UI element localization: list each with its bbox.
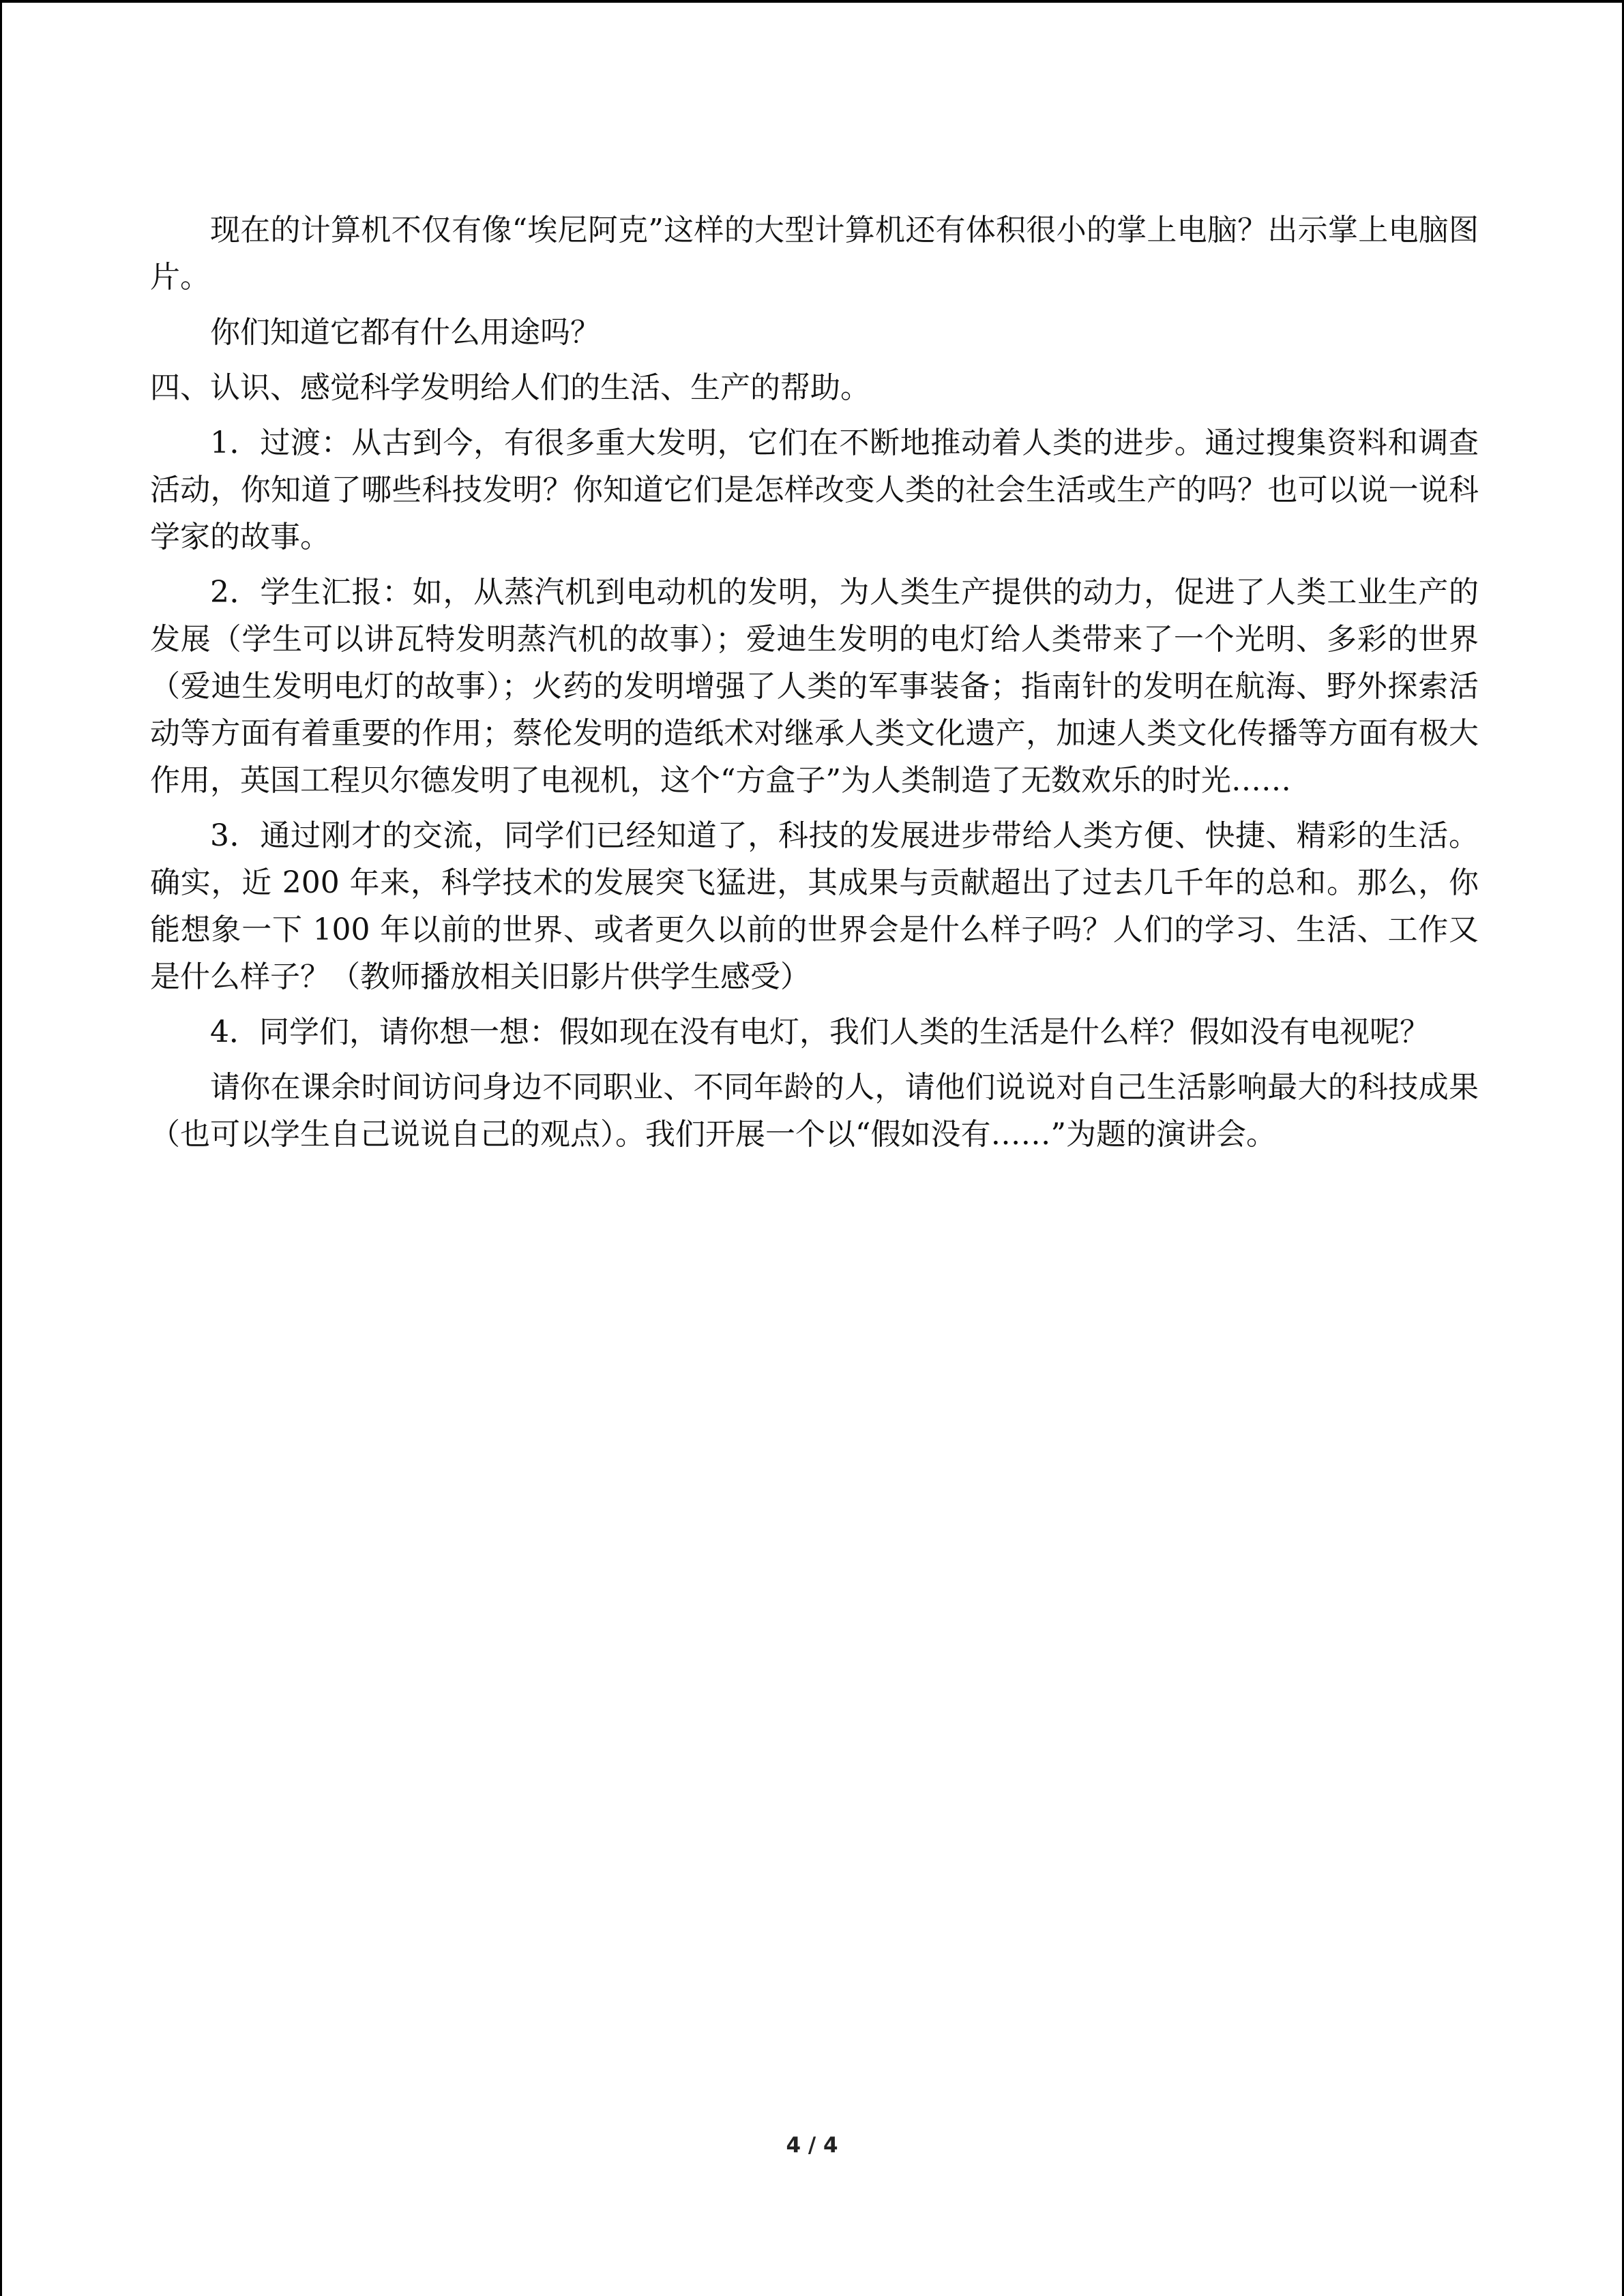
document-body (150, 207, 1479, 1158)
page-left-border (0, 0, 2, 2296)
page-top-border (0, 0, 1624, 3)
page-number: 4 / 4 (786, 2133, 838, 2158)
paragraph-palmtop-computer: 现在的计算机不仅有像“埃尼阿克”这样的大型计算机还有体积很小的掌上电脑？出示掌上电脑图片。 (150, 213, 1479, 295)
paragraph-imagine: 4．同学们，请你想一想：假如现在没有电灯，我们人类的生活是什么样？假如没有电视呢？ (210, 1015, 1430, 1049)
paragraph-assignment: 请你在课余时间访问身边不同职业、不同年龄的人，请他们说说对自己生活影响最大的科技成果（也可以学生自己说说自己的观点）。我们开展一个以“假如没有……”为题的演讲会。 (150, 1070, 1479, 1152)
paragraph-student-report: 2．学生汇报：如，从蒸汽机到电动机的发明，为人类生产提供的动力，促进了人类工业生产的发展（学生可以讲瓦特发明蒸汽机的故事）；爱迪生发明的电灯给人类带来了一个光明、多彩的世界（爱迪生发明电灯的故事）；火药的发明增强了人类的军事装备；指南针的发明在航海、野外探索活动等方面有着重要的作用；蔡伦发明的造纸术对继承人类文化遗产，加速人类文化传播等方面有极大作用，英国工程贝尔德发明了电视机，这个“方盒子”为人类制造了无数欢乐的时光…… (150, 575, 1479, 798)
paragraph-uses-question: 你们知道它都有什么用途吗？ (210, 315, 600, 350)
paragraph-discussion: 3．通过刚才的交流，同学们已经知道了，科技的发展进步带给人类方便、快捷、精彩的生活。确实，近 200 年来，科学技术的发展突飞猛进，其成果与贡献超出了过去几千年的总和。那么，你能想象一下 100 年以前的世界、或者更久以前的世界会是什么样子吗？人们的学习、生活、工作又是什么样子？（教师播放相关旧影片供学生感受） (150, 818, 1479, 994)
section-heading-4: 四、认识、感觉科学发明给人们的生活、生产的帮助。 (150, 370, 870, 405)
paragraph-transition: 1．过渡：从古到今，有很多重大发明，它们在不断地推动着人类的进步。通过搜集资料和调查活动，你知道了哪些科技发明？你知道它们是怎样改变人类的社会生活或生产的吗？也可以说一说科学家的故事。 (150, 426, 1479, 554)
